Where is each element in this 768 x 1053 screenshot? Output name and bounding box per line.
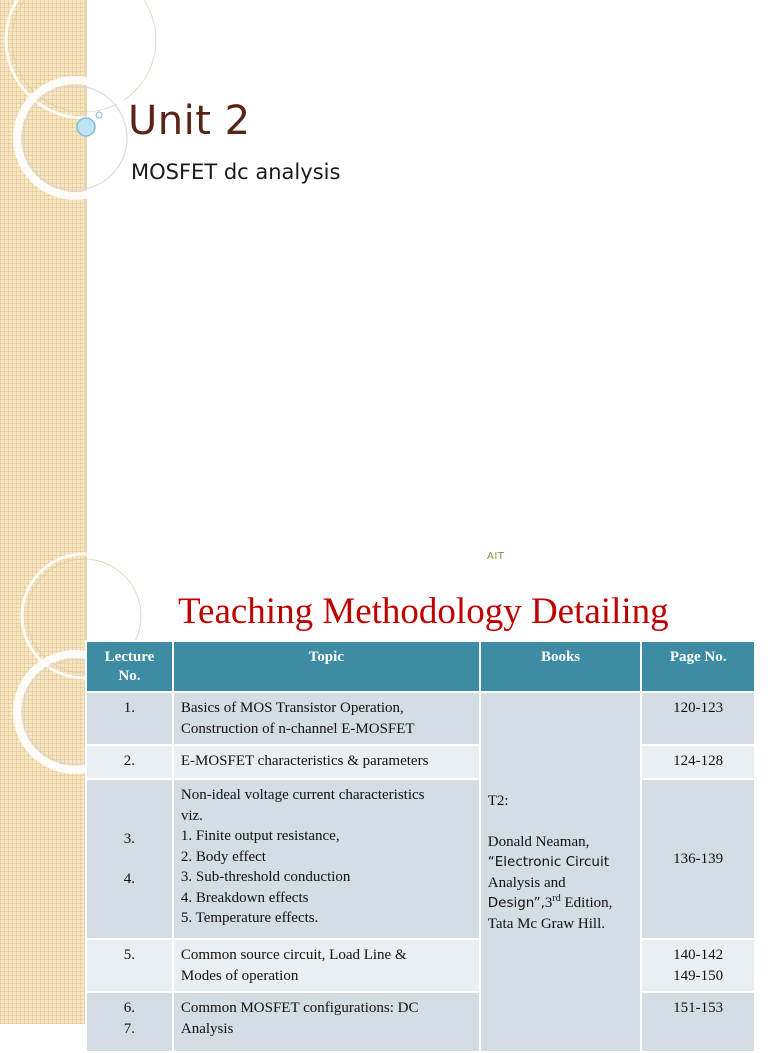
lecture-cell: 2. <box>86 745 173 779</box>
lecture-cell: 6. 7. <box>86 992 173 1052</box>
page-cell: 136-139 <box>641 779 755 939</box>
table-row <box>86 939 755 992</box>
decorative-rings <box>0 0 140 576</box>
methodology-table <box>85 640 756 1053</box>
methodology-title: Teaching Methodology Detailing <box>178 591 669 632</box>
methodology-slide <box>0 576 768 1037</box>
topic-cell: Basics of MOS Transistor Operation, Construction of n-channel E-MOSFET <box>173 692 480 745</box>
lecture-cell: 5. <box>86 939 173 992</box>
slide-subtitle: MOSFET dc analysis <box>131 160 341 184</box>
books-cell: T2: Donald Neaman, “Electronic Circuit Analysis and Design”,3rd Edition, Tata Mc Graw Hill. <box>480 692 642 1052</box>
header-books: Books <box>480 641 642 692</box>
bubble-icon <box>77 118 95 136</box>
page-cell: 151-153 <box>641 992 755 1052</box>
lecture-cell: 3. 4. <box>86 779 173 939</box>
page-cell: 120-123 <box>641 692 755 745</box>
table-row <box>86 779 755 939</box>
table-row <box>86 992 755 1052</box>
small-bubble-icon <box>96 112 102 118</box>
header-page: Page No. <box>641 641 755 692</box>
slide-title: Unit 2 <box>128 98 251 144</box>
slide-footer: AIT <box>487 551 505 562</box>
lecture-cell: 1. <box>86 692 173 745</box>
topic-cell: Common source circuit, Load Line & Modes of operation <box>173 939 480 992</box>
page-cell: 140-142 149-150 <box>641 939 755 992</box>
header-topic: Topic <box>173 641 480 692</box>
topic-cell: Non-ideal voltage current characteristics viz. 1. Finite output resistance, 2. Body effect 3. Sub-threshold conduction 4. Breakdown effects 5. Temperature effects. <box>173 779 480 939</box>
table-row <box>86 745 755 779</box>
page-cell: 124-128 <box>641 745 755 779</box>
header-lecture: Lecture No. <box>86 641 173 692</box>
topic-cell: Common MOSFET configurations: DC Analysis <box>173 992 480 1052</box>
table-row <box>86 692 755 745</box>
table-header-row <box>86 641 755 692</box>
topic-cell: E-MOSFET characteristics & parameters <box>173 745 480 779</box>
